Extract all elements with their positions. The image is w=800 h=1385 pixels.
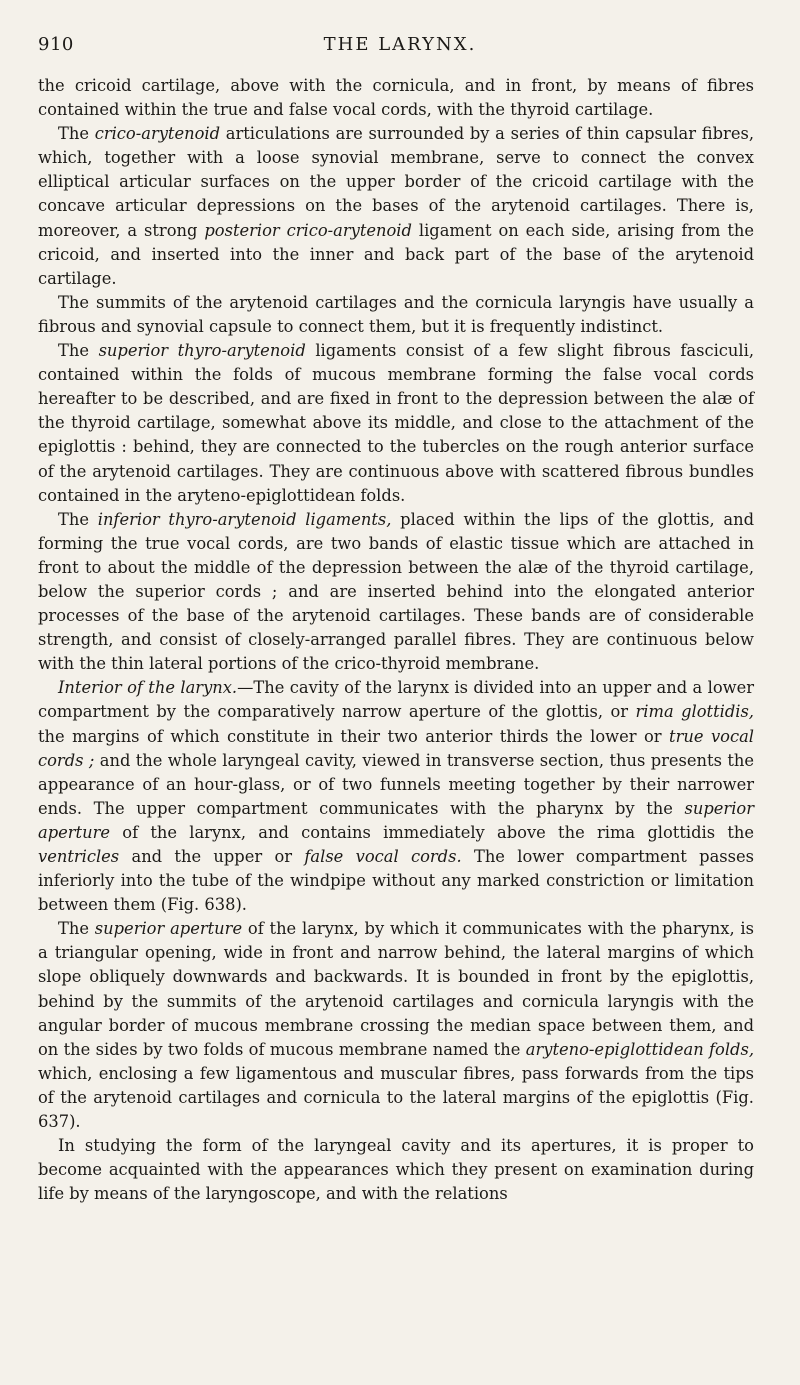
- italic-term: ventricles: [38, 847, 120, 866]
- text-run: The: [58, 919, 95, 939]
- text-run: of the larynx, and contains immediately above the rima glottidis the: [110, 822, 754, 842]
- paragraph: [38, 74, 754, 122]
- running-head: [38, 34, 754, 60]
- italic-term: crico-arytenoid: [94, 124, 221, 144]
- italic-term: true vocal cords ;: [38, 726, 755, 770]
- text-run: the cricoid cartilage, above with the cornicula, and in front, by means of fibres contained within the true and false vocal cords, with the thyroid cartilage.: [38, 76, 754, 120]
- paragraph: [38, 917, 754, 1134]
- text-run: The summits of the arytenoid cartilages and the cornicula laryngis have usually a fibrous and synovial capsule to connect them, but it is frequently indistinct.: [38, 292, 754, 336]
- text-run: placed within the lips of the glottis, and forming the true vocal cords, are two bands of elastic tissue which are attached in front to about the middle of the depression between the alæ of the thyroid cartilage, below the superior cords ; and are inserted behind into the elongated anterior processes of the base of the arytenoid cartilages. These bands are of considerable strength, and consist of closely-arranged parallel fibres. They are continuous below with the thin lateral portions of the crico-thyroid membrane.: [38, 509, 755, 674]
- text-run: In studying the form of the laryngeal cavity and its apertures, it is proper to become acquainted with the appearances which they present on examination during life by means of the laryngoscope, and with the relations: [38, 1136, 754, 1204]
- paragraph: [38, 122, 754, 291]
- paragraph: [38, 508, 754, 677]
- text-run: of the larynx, by which it communicates with the pharynx, is a triangular opening, wide in front and narrow behind, the lateral margins of which slope obliquely downwards and backwards. It is bounded in front by the epiglottis, behind by the summits of the arytenoid cartilages and cornicula laryngis with the angular border of mucous membrane crossing the median space between them, and on the sides by two folds of mucous membrane named the: [38, 919, 754, 1059]
- text-run: articulations are surrounded by a series of thin capsular fibres, which, together with a loose synovial membrane, serve to connect the convex elliptical articular surfaces on the upper border of the cricoid cartilage with the concave articular depressions on the bases of the arytenoid cartilages. There is, moreover, a strong: [38, 124, 754, 240]
- italic-term: inferior thyro-arytenoid ligaments,: [97, 509, 392, 529]
- paragraph: [38, 339, 754, 508]
- text-run: The: [58, 341, 99, 361]
- text-run: which, enclosing a few ligamentous and muscular fibres, pass forwards from the tips of the arytenoid cartilages and cornicula to the lateral margins of the epiglottis (Fig. 637).: [38, 1063, 754, 1132]
- text-run: and the upper or: [119, 847, 305, 866]
- italic-term: false vocal cords.: [304, 847, 462, 866]
- italic-term: rima glottidis,: [635, 702, 754, 722]
- paragraph: [38, 676, 754, 917]
- italic-term: superior aperture: [94, 919, 243, 939]
- text-run: the margins of which constitute in their two anterior thirds the lower or: [38, 726, 670, 746]
- text-run: and the whole laryngeal cavity, viewed in transverse section, thus presents the appearance of an hour-glass, or of two funnels meeting together by their narrower ends. The upper compartment communicates with the pharynx by the: [38, 750, 754, 818]
- paragraph: [38, 1134, 754, 1206]
- text-run: The: [58, 509, 98, 529]
- text-run: ligament on each side, arising from the cricoid, and inserted into the inner and back part of the base of the arytenoid cartilage.: [38, 220, 754, 288]
- italic-term: aryteno-epiglottidean folds,: [525, 1039, 755, 1059]
- text-run: ligaments consist of a few slight fibrous fasciculi, contained within the folds of mucous membrane forming the false vocal cords hereafter to be described, and are fixed in front to the depression between the alæ of the thyroid cartilage, somewhat above its middle, and close to the attachment of the epiglottis : behind, they are connected to the tubercles on the rough anterior surface of the arytenoid cartilages. They are continuous above with scattered fibrous bundles contained in the aryteno-epiglottidean folds.: [38, 341, 755, 505]
- italic-term: posterior crico-arytenoid: [204, 220, 412, 240]
- body-text: [38, 74, 754, 1206]
- running-title: THE LARYNX.: [323, 34, 477, 55]
- text-run: —The cavity of the larynx is divided into an upper and a lower compartment by the comparatively narrow aperture of the glottis, or: [38, 678, 754, 722]
- italic-term: Interior of the larynx.: [58, 678, 238, 698]
- page-number: 910: [38, 34, 74, 55]
- text-run: The lower compartment passes inferiorly into the tube of the windpipe without any marked constriction or limitation between them (Fig. 638).: [38, 847, 754, 915]
- italic-term: superior aperture: [38, 798, 754, 842]
- text-run: The: [58, 124, 95, 144]
- paragraph: [38, 291, 754, 339]
- italic-term: superior thyro-arytenoid: [98, 341, 306, 361]
